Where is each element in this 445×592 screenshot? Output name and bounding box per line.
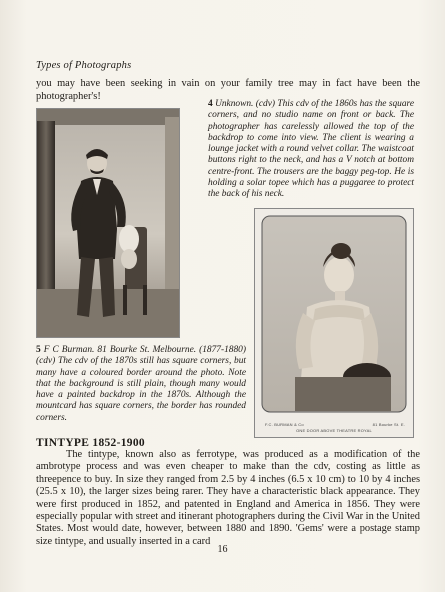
caption-text: F C Burman. 81 Bourke St. Melbourne. (1877-1880) (cdv) The cdv of the 1870s still has square corners, but many have a coloured border around the photo. Note that the background is still plain, though many would have a painted backdrop in the 1870s. Although the mountcard has square corners, the border has rounded corners. bbox=[36, 345, 246, 423]
caption-photo-5 bbox=[36, 345, 246, 424]
section-heading: TINTYPE 1852-1900 bbox=[36, 437, 145, 449]
section-body: The tintype, known also as ferrotype, was produced as a modification of the ambrotype process and was even cheaper to make than the cdv, costing as little as threepence to buy. In size they ranged from 2.5 by 4 inches (6.5 x 10 cm) to 10 by 4 inches (25.5 x 10), the larger sizes being rarer. They have a characteristic black appearance. They were first produced in 1852, and patented in England and America in 1856. They were especially popular with street and itinerant photographers during the Civil War in the United States. Most would date, however, between 1880 and 1890. 'Gems' were a postage stamp size tintype, and usually inserted in a card bbox=[36, 449, 420, 547]
studio-note: ONE DOOR ABOVE THEATRE ROYAL bbox=[296, 428, 372, 433]
seated-woman-photo bbox=[255, 209, 413, 437]
photo-unknown-man-cdv bbox=[36, 108, 180, 338]
page-number: 16 bbox=[217, 544, 228, 555]
caption-number: 4 bbox=[208, 99, 213, 109]
photo-burman-cdv bbox=[254, 208, 414, 438]
caption-photo-4 bbox=[208, 99, 414, 201]
caption-text: Unknown. (cdv) This cdv of the 1860s has the square corners, and no studio name on front or back. The photographer has carelessly allowed the top of the backdrop to come into view. The client is wearing a lounge jacket with a round velvet collar. The waistcoat buttons right to the neck, and has a V notch at bottom centre-front. The trousers are the baggy peg-top. He is holding a solar topee which has a puggaree to protect the back of his neck. bbox=[208, 99, 414, 200]
running-head: Types of Photographs bbox=[36, 60, 132, 71]
intro-paragraph: you may have been seeking in vain on your family tree may in fact have been the photographer's! bbox=[36, 78, 420, 102]
caption-number: 5 bbox=[36, 345, 41, 355]
standing-man-photo bbox=[37, 109, 179, 337]
studio-name: F.C. BURMAN & Co bbox=[265, 422, 304, 427]
studio-address: 81 Bourke St. E. bbox=[372, 422, 405, 427]
